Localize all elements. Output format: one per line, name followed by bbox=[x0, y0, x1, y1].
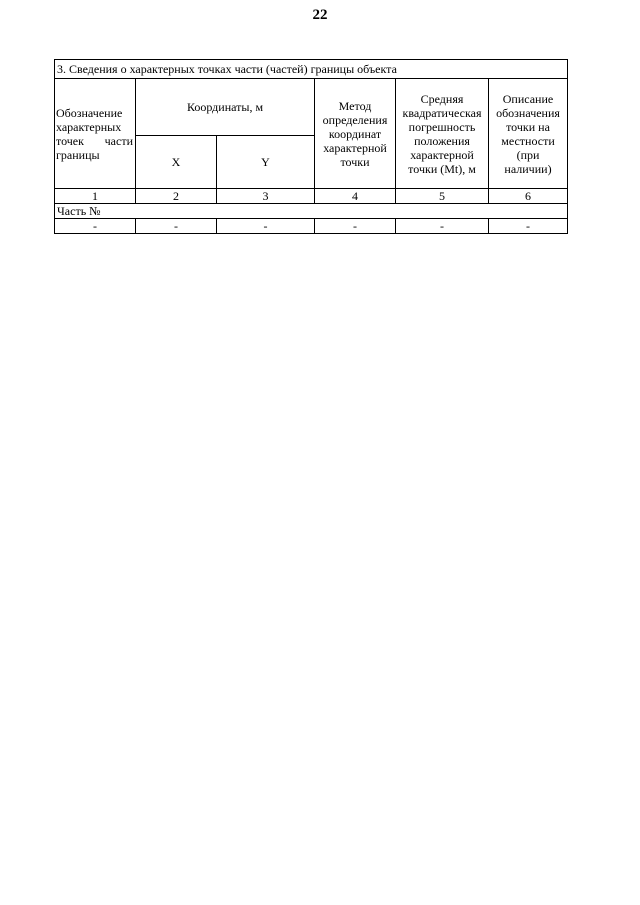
page-number: 22 bbox=[312, 7, 328, 23]
header-description-line: местности bbox=[501, 133, 555, 148]
header-description-line: точки на bbox=[506, 119, 550, 134]
header-designation-line: Обозначение bbox=[56, 105, 123, 120]
header-description-line: Описание bbox=[502, 91, 554, 106]
header-method-line: Метод bbox=[338, 98, 372, 113]
header-x: X bbox=[136, 136, 217, 189]
column-number: 2 bbox=[136, 189, 217, 204]
header-error-line: квадратическая bbox=[402, 105, 482, 120]
header-designation-line: характерных bbox=[56, 119, 122, 134]
header-description bbox=[489, 79, 568, 189]
header-description-line: наличии) bbox=[504, 161, 552, 176]
header-designation-word: части bbox=[104, 133, 133, 148]
header-error-line: характерной bbox=[410, 147, 474, 162]
header-method-line: характерной bbox=[323, 140, 387, 155]
table-cell: - bbox=[315, 219, 396, 234]
header-designation bbox=[55, 79, 136, 189]
column-number: 3 bbox=[217, 189, 315, 204]
table-cell: - bbox=[489, 219, 568, 234]
table-cell: - bbox=[396, 219, 489, 234]
header-method-line: координат bbox=[328, 126, 382, 141]
header-error-line: точки (Mt), м bbox=[408, 161, 476, 176]
header-error-line: положения bbox=[414, 133, 470, 148]
header-method-line: определения bbox=[322, 112, 388, 127]
column-number: 6 bbox=[489, 189, 568, 204]
header-y: Y bbox=[217, 136, 315, 189]
header-designation-line bbox=[56, 134, 133, 148]
header-method-line: точки bbox=[340, 154, 370, 169]
column-number: 1 bbox=[55, 189, 136, 204]
table-cell: - bbox=[55, 219, 136, 234]
header-error-line: Средняя bbox=[420, 91, 464, 106]
characteristic-points-table bbox=[54, 59, 568, 234]
column-number: 4 bbox=[315, 189, 396, 204]
header-method bbox=[315, 79, 396, 189]
header-designation-line: границы bbox=[56, 147, 100, 162]
header-description-line: (при bbox=[516, 147, 540, 162]
header-error-line: погрешность bbox=[408, 119, 476, 134]
column-numbers-row bbox=[55, 189, 568, 204]
header-description-line: обозначения bbox=[496, 105, 560, 120]
header-designation-word: точек bbox=[56, 133, 84, 148]
table-row bbox=[55, 219, 568, 234]
table-title: 3. Сведения о характерных точках части (частей) границы объекта bbox=[55, 60, 568, 79]
header-coordinates: Координаты, м bbox=[136, 79, 315, 136]
header-mean-square-error bbox=[396, 79, 489, 189]
column-number: 5 bbox=[396, 189, 489, 204]
part-number-label: Часть № bbox=[55, 204, 568, 219]
table-cell: - bbox=[136, 219, 217, 234]
table-cell: - bbox=[217, 219, 315, 234]
